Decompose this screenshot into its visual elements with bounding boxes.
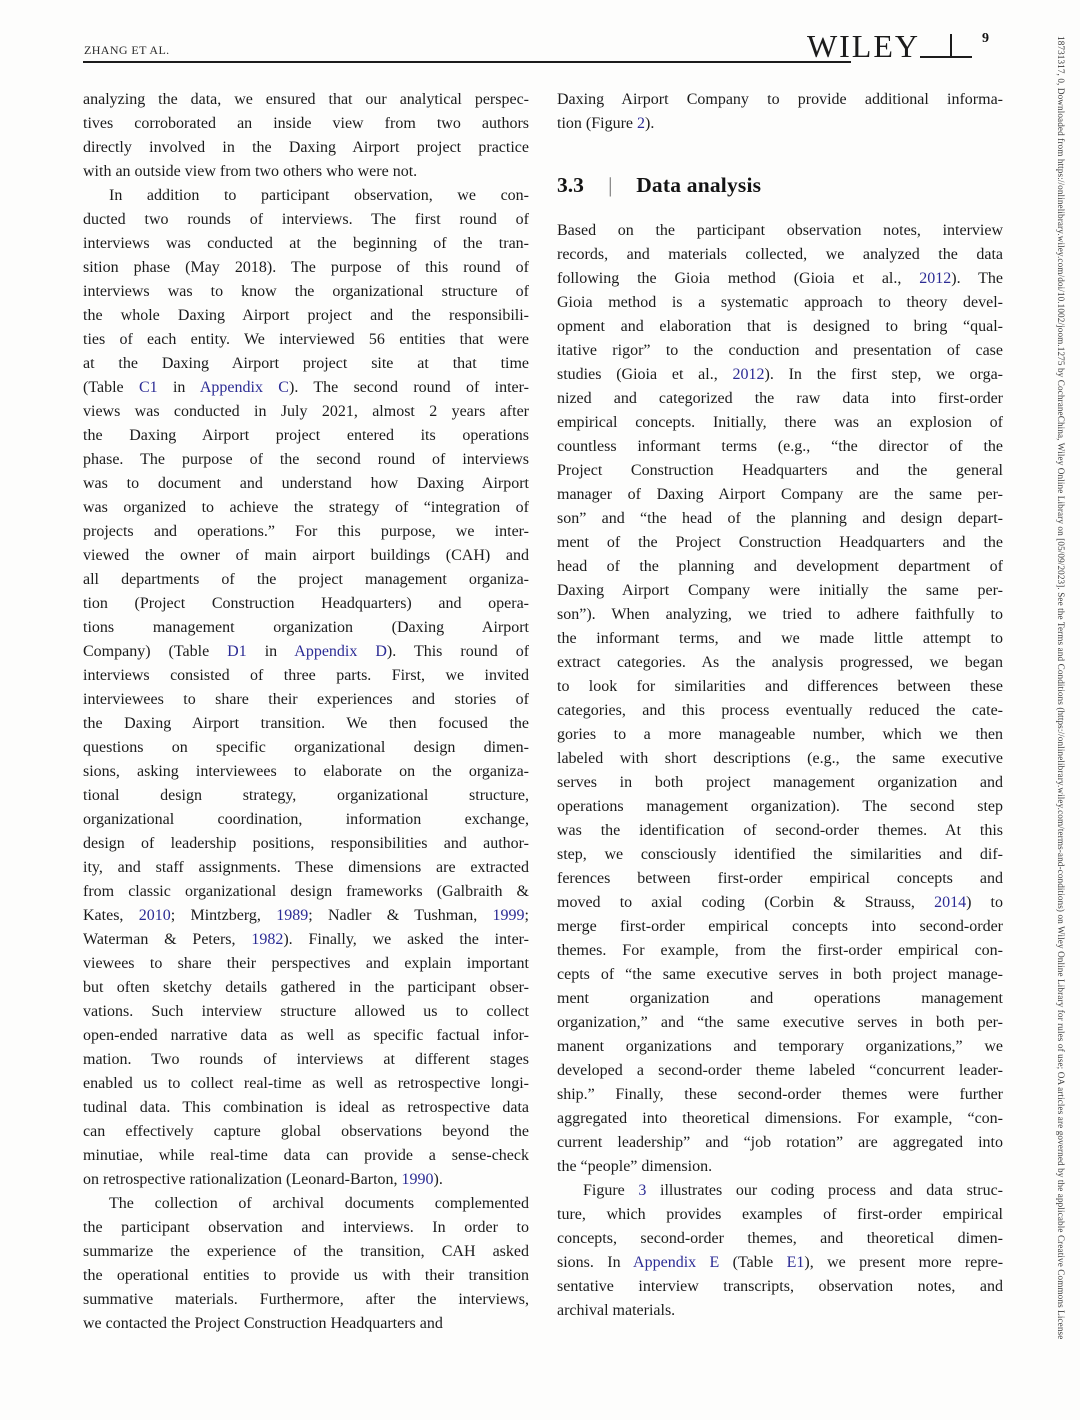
text-line: was to document and understand how Daxing Airport <box>83 475 529 492</box>
text-line: viewees to share their perspectives and explain important <box>83 955 529 972</box>
citation-link[interactable]: Appendix D <box>294 643 387 660</box>
text-line: ferences between first-order empirical concepts and <box>557 870 1003 887</box>
text-line: with an outside view from two others who were not. <box>83 163 418 180</box>
text-line: the Daxing Airport transition. We then focused the <box>83 715 529 732</box>
header-rule <box>83 61 851 63</box>
text-line: Waterman & Peters, 1982). Finally, we asked the inter- <box>83 931 529 948</box>
text-line: Daxing Airport Company were initially the same per- <box>557 582 1003 599</box>
text-line: following the Gioia method (Gioia et al., 2012). The <box>557 270 1003 287</box>
running-head-authors: ZHANG ET AL. <box>84 43 170 57</box>
text-line: itative rigor” to the conduction and presentation of case <box>557 342 1003 359</box>
text-line: ment organization and operations management <box>557 990 1003 1007</box>
text-line: but often sketchy details gathered in the participant obser- <box>83 979 529 996</box>
text-line: tudinal data. This combination is ideal as retrospective data <box>83 1099 529 1116</box>
citation-link[interactable]: 1989 <box>276 907 309 924</box>
text-line: concepts, second-order themes, and theoretical dimen- <box>557 1230 1003 1247</box>
text-line: head of the planning and development department of <box>557 558 1003 575</box>
citation-link[interactable]: 2014 <box>934 894 967 911</box>
publisher-brand <box>807 30 989 62</box>
right-column <box>557 88 1003 1336</box>
text-line: ties of each entity. We interviewed 56 entities that were <box>83 331 529 348</box>
text-line: the participant observation and interviews. In order to <box>83 1219 529 1236</box>
text-line: countless informant terms (e.g., “the director of the <box>557 438 1003 455</box>
text-line: vations. Such interview structure allowed us to collect <box>83 1003 529 1020</box>
citation-link[interactable]: 2012 <box>919 270 952 287</box>
page-number: 9 <box>982 31 989 46</box>
left-column <box>83 88 529 1336</box>
text-line: summative materials. Furthermore, after the interviews, <box>83 1291 529 1308</box>
text-line: (Table C1 in Appendix C). The second round of inter- <box>83 379 529 396</box>
text-line: In addition to participant observation, we con- <box>109 187 529 204</box>
text-line: viewed the owner of main airport buildings (CAH) and <box>83 547 529 564</box>
citation-link[interactable]: D1 <box>227 643 247 660</box>
citation-link[interactable]: 2010 <box>138 907 171 924</box>
text-line: the whole Daxing Airport project and the responsibili- <box>83 307 529 324</box>
text-line: interviews was conducted at the beginning of the tran- <box>83 235 529 252</box>
text-line: we contacted the Project Construction Headquarters and <box>83 1315 443 1332</box>
text-line: son”). When analyzing, we tried to adhere faithfully to <box>557 606 1003 623</box>
text-line: cepts of “the same executive serves in both project manage- <box>557 966 1003 983</box>
text-line: tion (Project Construction Headquarters) and opera- <box>83 595 529 612</box>
text-line: phase. The purpose of the second round of interviews <box>83 451 529 468</box>
citation-link[interactable]: E1 <box>786 1254 805 1271</box>
text-line: sions, asking interviewees to elaborate on the organiza- <box>83 763 529 780</box>
page-header <box>83 28 1003 80</box>
text-line: manent organizations and temporary organizations,” we <box>557 1038 1003 1055</box>
citation-link[interactable]: 1990 <box>401 1171 434 1188</box>
text-line: merge first-order empirical concepts into second-order <box>557 918 1003 935</box>
text-line: Gioia method is a systematic approach to theory devel- <box>557 294 1003 311</box>
citation-link[interactable]: 3 <box>638 1182 647 1199</box>
text-line: nized and categorized the raw data into first-order <box>557 390 1003 407</box>
text-line: empirical concepts. Initially, there was an explosion of <box>557 414 1003 431</box>
text-line: ducted two rounds of interviews. The first round of <box>83 211 529 228</box>
section-number: 3.3 <box>557 173 584 197</box>
text-line: developed a second-order theme labeled “concurrent leader- <box>557 1062 1003 1079</box>
wiley-logo: WILEY <box>806 28 920 64</box>
text-line: ture, which provides examples of first-order empirical <box>557 1206 1003 1223</box>
text-line: serves in both project management organization and <box>557 774 1003 791</box>
sidebar-license-vertical-text: 18731317, 0, Downloaded from https://onlinelibrary.wiley.com/doi/10.1002/joom.1275 by CochraneChina, Wiley Online Library on [05/09/2023]. See the Terms and Conditions (https://onlinelibrary.wiley.com/terms-and-conditions) on Wiley Online Library for rules of use; OA articles are governed by the applicable Creative Commons License <box>1056 36 1066 1340</box>
text-line: tives corroborated an inside view from two authors <box>83 115 529 132</box>
text-line: archival materials. <box>557 1302 676 1319</box>
text-line: extract categories. As the analysis progressed, we began <box>557 654 1003 671</box>
text-line: labeled with short descriptions (e.g., the same executive <box>557 750 1003 767</box>
citation-link[interactable]: 1999 <box>492 907 525 924</box>
citation-link[interactable]: 1982 <box>251 931 284 948</box>
text-line: themes. For example, from the first-order empirical con- <box>557 942 1003 959</box>
text-line: sions. In Appendix E (Table E1), we present more repre- <box>557 1254 1003 1271</box>
citation-link[interactable]: 2012 <box>732 366 765 383</box>
section-title: Data analysis <box>636 173 762 197</box>
text-line: the Daxing Airport project entered its operations <box>83 427 529 444</box>
text-line: design of leadership positions, responsibilities and author- <box>83 835 529 852</box>
text-line: moved to axial coding (Corbin & Strauss, 2014) to <box>557 894 1003 911</box>
text-line: was the identification of second-order themes. At this <box>557 822 1003 839</box>
text-line: ity, and staff assignments. These dimensions are extracted <box>83 859 529 876</box>
text-line: projects and operations.” For this purpose, we inter- <box>83 523 529 540</box>
text-line: minutiae, while real-time data can provide a sense-check <box>83 1147 529 1164</box>
text-line: at the Daxing Airport project site at that time <box>83 355 529 372</box>
text-line: tions management organization (Daxing Airport <box>83 619 529 636</box>
text-line: Project Construction Headquarters and the general <box>557 462 1003 479</box>
logo-rule-horizontal <box>920 56 972 58</box>
text-line: analyzing the data, we ensured that our analytical perspec- <box>83 91 529 108</box>
logo-rule-vertical <box>950 34 952 58</box>
text-line: open-ended narrative data as well as specific factual infor- <box>83 1027 529 1044</box>
text-line: Based on the participant observation notes, interview <box>557 222 1003 239</box>
text-line: tional design strategy, organizational structure, <box>83 787 529 804</box>
section-heading <box>557 173 1003 198</box>
text-line: was organized to achieve the strategy of “integration of <box>83 499 529 516</box>
text-line: Company) (Table D1 in Appendix D). This round of <box>83 643 529 660</box>
text-line: manager of Daxing Airport Company are the same per- <box>557 486 1003 503</box>
text-line: Figure 3 illustrates our coding process and data struc- <box>583 1182 1003 1199</box>
text-line: questions on specific organizational design dimen- <box>83 739 529 756</box>
citation-link[interactable]: Appendix C <box>199 379 289 396</box>
text-line: enabled us to collect real-time as well as retrospective longi- <box>83 1075 529 1092</box>
text-line: Daxing Airport Company to provide additional informa- <box>557 91 1003 108</box>
text-line: on retrospective rationalization (Leonard-Barton, 1990). <box>83 1171 443 1188</box>
text-line: the informant terms, and we made little attempt to <box>557 630 1003 647</box>
text-line: tion (Figure 2). <box>557 115 655 132</box>
text-line: views was conducted in July 2021, almost 2 years after <box>83 403 529 420</box>
text-line: sition phase (May 2018). The purpose of this round of <box>83 259 529 276</box>
citation-link[interactable]: 2 <box>637 115 645 132</box>
text-line: categories, and this process eventually reduced the cate- <box>557 702 1003 719</box>
text-line: son” and “the head of the planning and design depart- <box>557 510 1003 527</box>
two-column-body <box>83 88 1003 1336</box>
text-line: step, we consciously identified the similarities and dif- <box>557 846 1003 863</box>
text-line: directly involved in the Daxing Airport project practice <box>83 139 529 156</box>
text-line: ship.” Finally, these second-order themes were further <box>557 1086 1003 1103</box>
wiley-logo-mark <box>920 30 972 61</box>
text-line: studies (Gioia et al., 2012). In the first step, we orga- <box>557 366 1003 383</box>
text-line: mation. Two rounds of interviews at different stages <box>83 1051 529 1068</box>
text-line: current leadership” and “job rotation” are aggregated into <box>557 1134 1003 1151</box>
citation-link[interactable]: Appendix E <box>633 1254 720 1271</box>
text-line: ment of the Project Construction Headquarters and the <box>557 534 1003 551</box>
text-line: can effectively capture global observations beyond the <box>83 1123 529 1140</box>
text-line: operations management organization). The second step <box>557 798 1003 815</box>
text-line: sentative interview transcripts, observation notes, and <box>557 1278 1003 1295</box>
text-line: gories to a more manageable number, which we then <box>557 726 1003 743</box>
text-line: all departments of the project management organiza- <box>83 571 529 588</box>
text-line: organization,” and “the same executive serves in both per- <box>557 1014 1003 1031</box>
text-line: records, and materials collected, we analyzed the data <box>557 246 1003 263</box>
text-line: to look for similarities and differences between these <box>557 678 1003 695</box>
text-line: opment and elaboration that is designed to bring “qual- <box>557 318 1003 335</box>
text-line: Kates, 2010; Mintzberg, 1989; Nadler & Tushman, 1999; <box>83 907 529 924</box>
text-line: from classic organizational design frameworks (Galbraith & <box>83 883 529 900</box>
heading-separator: | <box>608 173 612 197</box>
text-line: interviewees to share their experiences and stories of <box>83 691 529 708</box>
text-line: summarize the experience of the transition, CAH asked <box>83 1243 529 1260</box>
citation-link[interactable]: C1 <box>138 379 158 396</box>
text-line: interviews was to know the organizational structure of <box>83 283 529 300</box>
text-line: interviews consisted of three parts. First, we invited <box>83 667 529 684</box>
text-line: the “people” dimension. <box>557 1158 713 1175</box>
text-line: aggregated into theoretical dimensions. For example, “con- <box>557 1110 1003 1127</box>
text-line: organizational coordination, information exchange, <box>83 811 529 828</box>
text-line: The collection of archival documents complemented <box>109 1195 529 1212</box>
text-line: the operational entities to provide us with their transition <box>83 1267 529 1284</box>
